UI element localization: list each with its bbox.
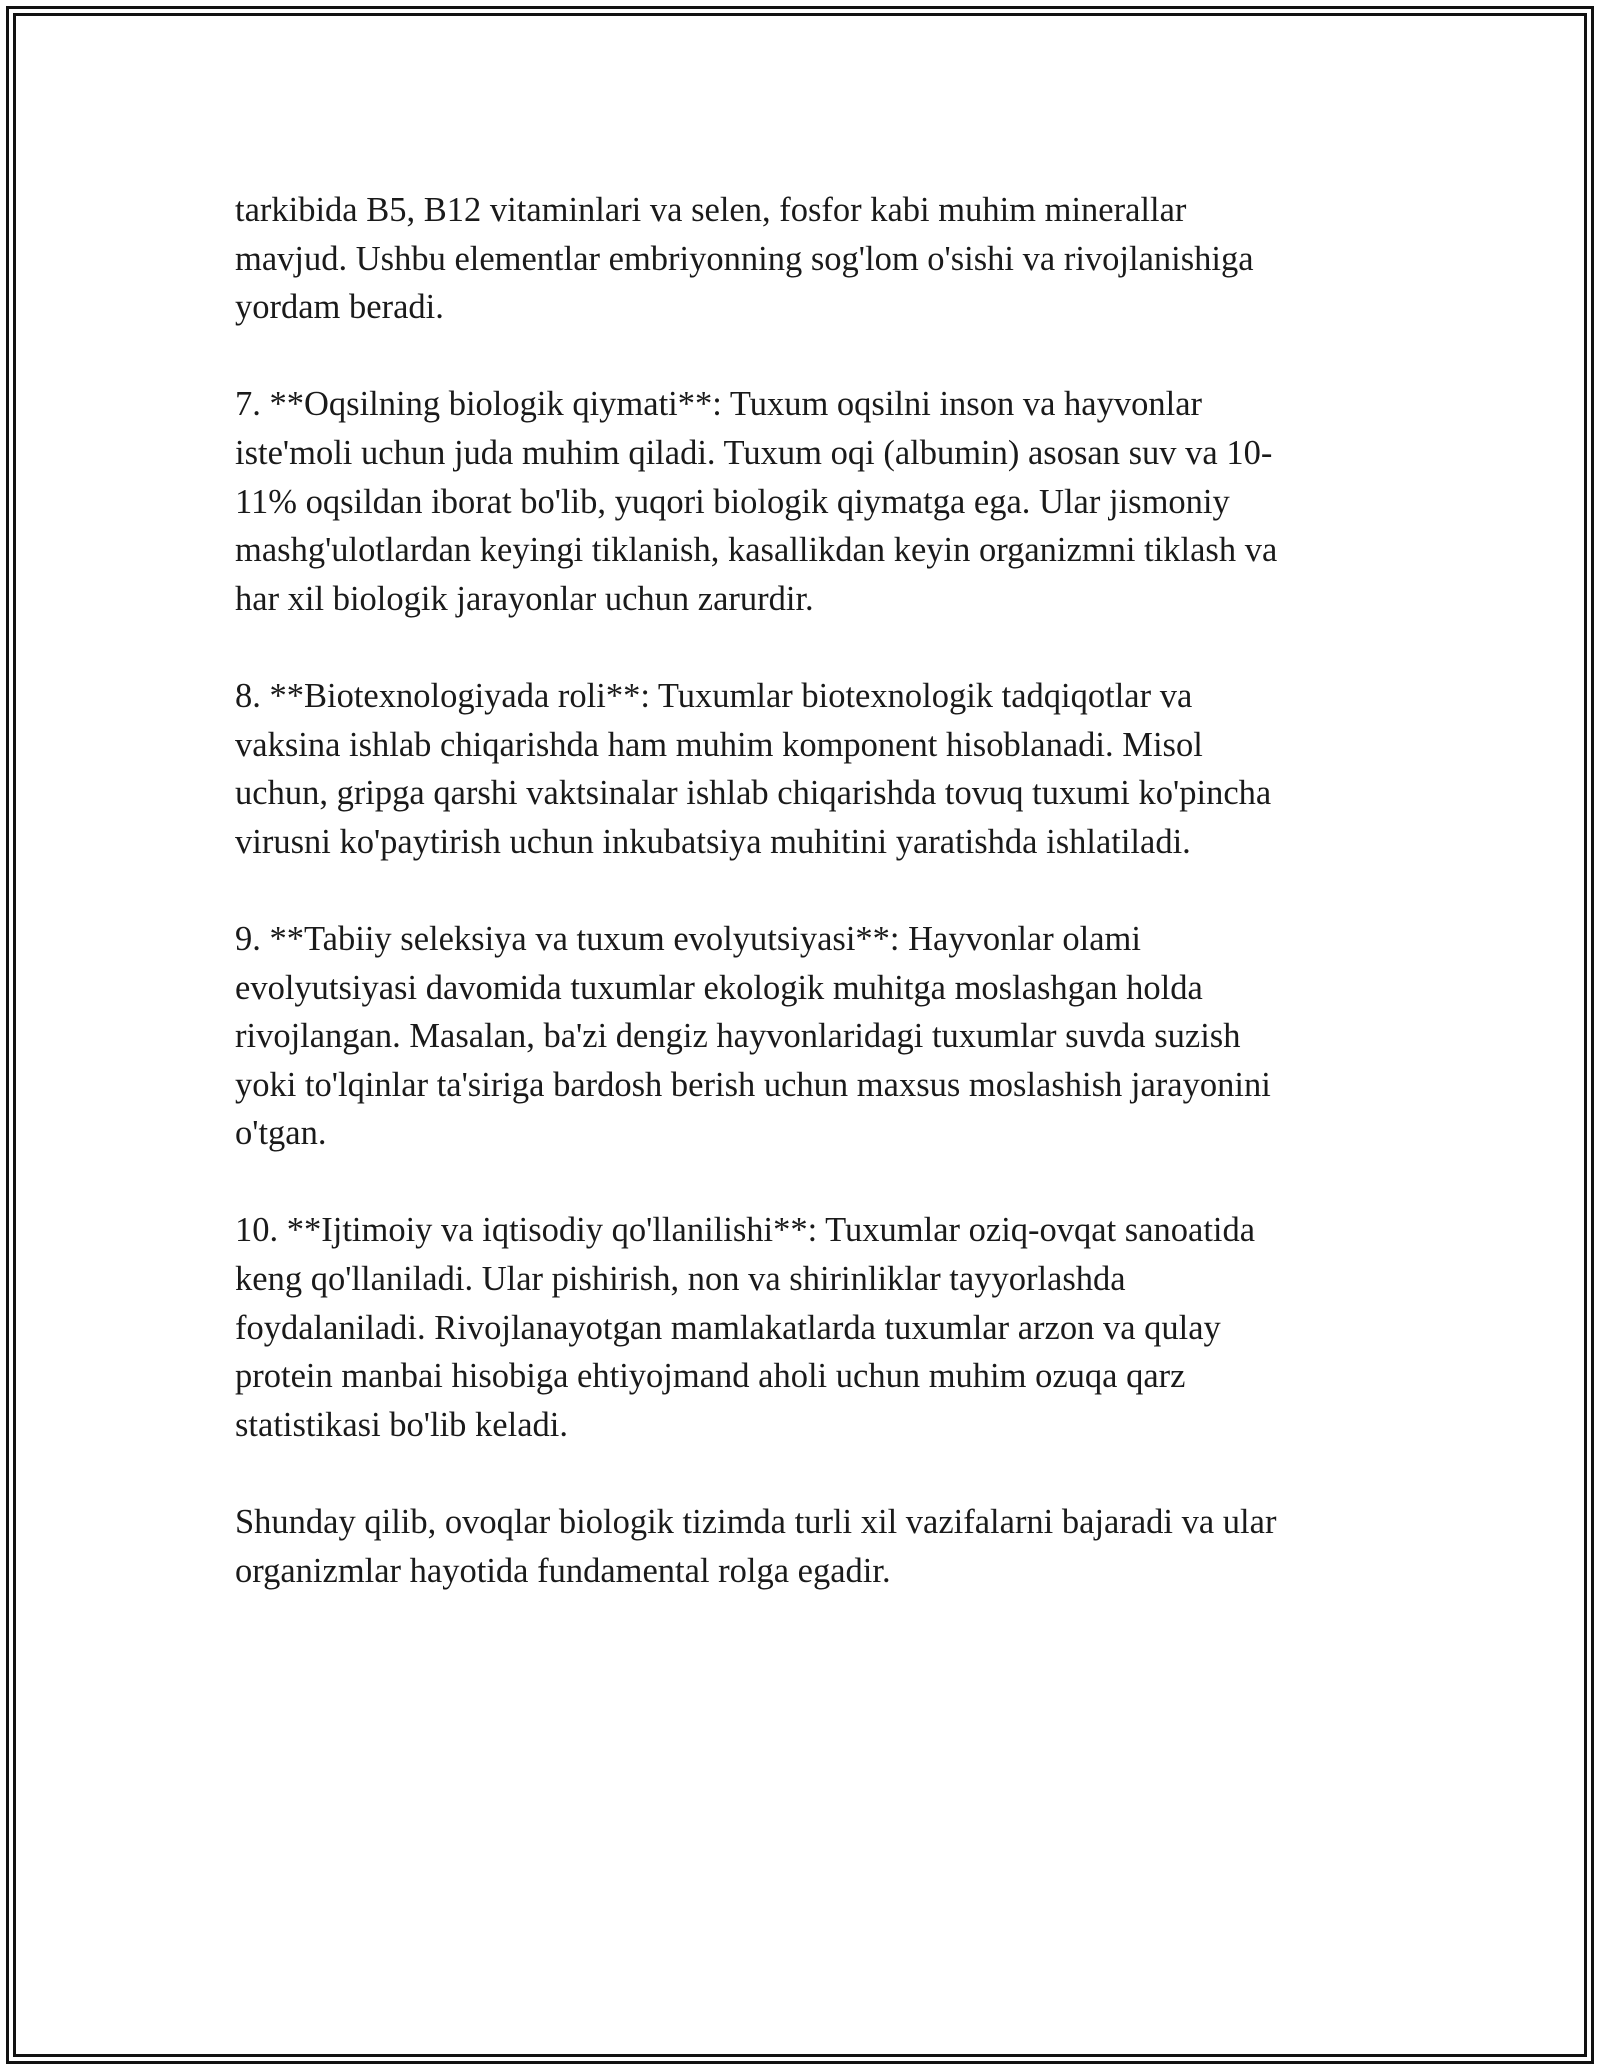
- text-line: 8. **Biotexnologiyada roli**: Tuxumlar biotexnologik tadqiqotlar va: [235, 676, 1193, 715]
- text-line: mashg'ulotlardan keyingi tiklanish, kasallikdan keyin organizmni tiklash va: [235, 531, 1278, 570]
- text-line: o'tgan.: [235, 1114, 327, 1153]
- paragraph-item-7: [235, 380, 1355, 623]
- paragraph-item-8: [235, 672, 1355, 866]
- text-line: yordam beradi.: [235, 288, 444, 327]
- text-line: protein manbai hisobiga ehtiyojmand aholi uchun muhim ozuqa qarz: [235, 1357, 1186, 1396]
- text-line: tarkibida B5, B12 vitaminlari va selen, fosfor kabi muhim minerallar: [235, 191, 1187, 229]
- text-line: iste'moli uchun juda muhim qiladi. Tuxum oqi (albumin) asosan suv va 10-: [235, 433, 1273, 472]
- text-line: yoki to'lqinlar ta'siriga bardosh berish uchun maxsus moslashish jarayonini: [235, 1065, 1271, 1104]
- text-line: keng qo'llaniladi. Ular pishirish, non va shirinliklar tayyorlashda: [235, 1260, 1126, 1299]
- text-line: 7. **Oqsilning biologik qiymati**: Tuxum oqsilni inson va hayvonlar: [235, 385, 1202, 424]
- text-line: har xil biologik jarayonlar uchun zarurdir.: [235, 579, 814, 618]
- text-line: foydalaniladi. Rivojlanayotgan mamlakatlarda tuxumlar arzon va qulay: [235, 1308, 1221, 1347]
- text-line: statistikasi bo'lib keladi.: [235, 1405, 568, 1444]
- text-line: 10. **Ijtimoiy va iqtisodiy qo'llanilishi**: Tuxumlar oziq-ovqat sanoatida: [235, 1211, 1256, 1250]
- paragraph-item-10: [235, 1206, 1355, 1449]
- text-line: virusni ko'paytirish uchun inkubatsiya muhitini yaratishda ishlatiladi.: [235, 822, 1191, 861]
- text-line: evolyutsiyasi davomida tuxumlar ekologik muhitga moslashgan holda: [235, 968, 1203, 1007]
- text-line: mavjud. Ushbu elementlar embriyonning sog'lom o'sishi va rivojlanishiga: [235, 239, 1254, 278]
- text-line: vaksina ishlab chiqarishda ham muhim komponent hisoblanadi. Misol: [235, 725, 1203, 764]
- text-line: 9. **Tabiiy seleksiya va tuxum evolyutsiyasi**: Hayvonlar olami: [235, 919, 1141, 958]
- text-line: rivojlangan. Masalan, ba'zi dengiz hayvonlaridagi tuxumlar suvda suzish: [235, 1017, 1241, 1056]
- text-line: organizmlar hayotida fundamental rolga egadir.: [235, 1551, 891, 1590]
- paragraph-item-9: [235, 915, 1355, 1158]
- paragraph-minerals: [235, 186, 1355, 332]
- text-line: Shunday qilib, ovoqlar biologik tizimda turli xil vazifalarni bajaradi va ular: [235, 1503, 1277, 1542]
- text-line: 11% oqsildan iborat bo'lib, yuqori biologik qiymatga ega. Ular jismoniy: [235, 482, 1230, 521]
- document-body: [235, 186, 1355, 1595]
- paragraph-conclusion: [235, 1498, 1355, 1595]
- text-line: uchun, gripga qarshi vaktsinalar ishlab chiqarishda tovuq tuxumi ko'pincha: [235, 774, 1272, 813]
